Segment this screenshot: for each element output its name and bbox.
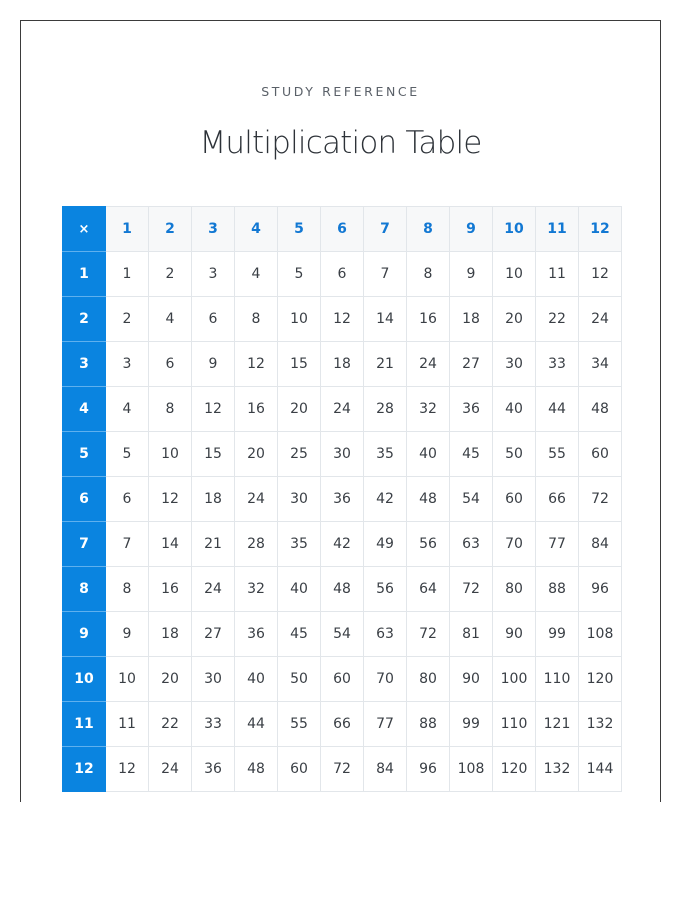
- product-cell: 100: [493, 657, 536, 702]
- product-cell: 55: [278, 702, 321, 747]
- product-cell: 11: [536, 252, 579, 297]
- product-cell: 12: [235, 342, 278, 387]
- product-cell: 4: [235, 252, 278, 297]
- product-cell: 56: [407, 522, 450, 567]
- product-cell: 6: [106, 477, 149, 522]
- product-cell: 24: [192, 567, 235, 612]
- table-row: [63, 702, 622, 747]
- product-cell: 2: [149, 252, 192, 297]
- product-cell: 60: [321, 657, 364, 702]
- row-header: 12: [63, 747, 106, 792]
- product-cell: 48: [579, 387, 622, 432]
- product-cell: 30: [321, 432, 364, 477]
- product-cell: 33: [536, 342, 579, 387]
- product-cell: 45: [450, 432, 493, 477]
- product-cell: 28: [235, 522, 278, 567]
- product-cell: 80: [493, 567, 536, 612]
- product-cell: 45: [278, 612, 321, 657]
- table-row: [63, 297, 622, 342]
- product-cell: 8: [407, 252, 450, 297]
- product-cell: 40: [235, 657, 278, 702]
- product-cell: 72: [450, 567, 493, 612]
- product-cell: 6: [321, 252, 364, 297]
- product-cell: 20: [278, 387, 321, 432]
- product-cell: 12: [192, 387, 235, 432]
- product-cell: 66: [536, 477, 579, 522]
- product-cell: 36: [321, 477, 364, 522]
- product-cell: 60: [579, 432, 622, 477]
- product-cell: 24: [579, 297, 622, 342]
- product-cell: 8: [106, 567, 149, 612]
- table-row: [63, 657, 622, 702]
- product-cell: 33: [192, 702, 235, 747]
- product-cell: 48: [235, 747, 278, 792]
- product-cell: 63: [364, 612, 407, 657]
- product-cell: 36: [235, 612, 278, 657]
- product-cell: 20: [493, 297, 536, 342]
- product-cell: 30: [493, 342, 536, 387]
- product-cell: 72: [321, 747, 364, 792]
- row-header: 10: [63, 657, 106, 702]
- product-cell: 32: [407, 387, 450, 432]
- product-cell: 8: [149, 387, 192, 432]
- product-cell: 120: [493, 747, 536, 792]
- product-cell: 54: [321, 612, 364, 657]
- product-cell: 80: [407, 657, 450, 702]
- product-cell: 55: [536, 432, 579, 477]
- product-cell: 99: [450, 702, 493, 747]
- product-cell: 36: [192, 747, 235, 792]
- product-cell: 11: [106, 702, 149, 747]
- product-cell: 10: [493, 252, 536, 297]
- product-cell: 10: [106, 657, 149, 702]
- column-header: 4: [235, 207, 278, 252]
- column-header: 2: [149, 207, 192, 252]
- product-cell: 10: [278, 297, 321, 342]
- product-cell: 12: [321, 297, 364, 342]
- product-cell: 5: [278, 252, 321, 297]
- product-cell: 20: [235, 432, 278, 477]
- product-cell: 132: [579, 702, 622, 747]
- column-header: 9: [450, 207, 493, 252]
- product-cell: 34: [579, 342, 622, 387]
- product-cell: 27: [450, 342, 493, 387]
- product-cell: 48: [407, 477, 450, 522]
- product-cell: 42: [364, 477, 407, 522]
- product-cell: 14: [149, 522, 192, 567]
- product-cell: 3: [106, 342, 149, 387]
- product-cell: 18: [321, 342, 364, 387]
- table-row: [63, 747, 622, 792]
- product-cell: 24: [149, 747, 192, 792]
- eyebrow-label: STUDY REFERENCE: [261, 84, 420, 99]
- product-cell: 10: [149, 432, 192, 477]
- product-cell: 18: [149, 612, 192, 657]
- product-cell: 2: [106, 297, 149, 342]
- product-cell: 12: [149, 477, 192, 522]
- product-cell: 9: [106, 612, 149, 657]
- table-row: [63, 342, 622, 387]
- column-header: 6: [321, 207, 364, 252]
- product-cell: 30: [192, 657, 235, 702]
- table-header-row: [63, 207, 622, 252]
- product-cell: 40: [278, 567, 321, 612]
- product-cell: 16: [235, 387, 278, 432]
- reference-card: [20, 20, 661, 802]
- row-header: 5: [63, 432, 106, 477]
- product-cell: 108: [579, 612, 622, 657]
- product-cell: 120: [579, 657, 622, 702]
- product-cell: 18: [450, 297, 493, 342]
- product-cell: 21: [364, 342, 407, 387]
- product-cell: 4: [106, 387, 149, 432]
- product-cell: 108: [450, 747, 493, 792]
- row-header: 4: [63, 387, 106, 432]
- product-cell: 22: [536, 297, 579, 342]
- product-cell: 99: [536, 612, 579, 657]
- product-cell: 16: [407, 297, 450, 342]
- product-cell: 50: [278, 657, 321, 702]
- row-header: 11: [63, 702, 106, 747]
- table-row: [63, 612, 622, 657]
- product-cell: 32: [235, 567, 278, 612]
- product-cell: 81: [450, 612, 493, 657]
- corner-cell: ×: [63, 207, 106, 252]
- product-cell: 12: [579, 252, 622, 297]
- multiplication-table: [62, 206, 622, 792]
- product-cell: 63: [450, 522, 493, 567]
- product-cell: 49: [364, 522, 407, 567]
- product-cell: 6: [192, 297, 235, 342]
- product-cell: 121: [536, 702, 579, 747]
- product-cell: 60: [278, 747, 321, 792]
- product-cell: 66: [321, 702, 364, 747]
- table-row: [63, 477, 622, 522]
- column-header: 10: [493, 207, 536, 252]
- product-cell: 4: [149, 297, 192, 342]
- product-cell: 40: [493, 387, 536, 432]
- product-cell: 24: [321, 387, 364, 432]
- product-cell: 1: [106, 252, 149, 297]
- product-cell: 20: [149, 657, 192, 702]
- column-header: 12: [579, 207, 622, 252]
- product-cell: 42: [321, 522, 364, 567]
- row-header: 1: [63, 252, 106, 297]
- column-header: 11: [536, 207, 579, 252]
- table-row: [63, 432, 622, 477]
- product-cell: 90: [450, 657, 493, 702]
- product-cell: 40: [407, 432, 450, 477]
- product-cell: 48: [321, 567, 364, 612]
- product-cell: 15: [192, 432, 235, 477]
- product-cell: 15: [278, 342, 321, 387]
- product-cell: 77: [364, 702, 407, 747]
- product-cell: 16: [149, 567, 192, 612]
- product-cell: 110: [493, 702, 536, 747]
- product-cell: 54: [450, 477, 493, 522]
- product-cell: 110: [536, 657, 579, 702]
- product-cell: 8: [235, 297, 278, 342]
- product-cell: 44: [235, 702, 278, 747]
- row-header: 7: [63, 522, 106, 567]
- row-header: 9: [63, 612, 106, 657]
- row-header: 6: [63, 477, 106, 522]
- product-cell: 5: [106, 432, 149, 477]
- product-cell: 7: [364, 252, 407, 297]
- product-cell: 25: [278, 432, 321, 477]
- product-cell: 21: [192, 522, 235, 567]
- product-cell: 36: [450, 387, 493, 432]
- product-cell: 144: [579, 747, 622, 792]
- product-cell: 14: [364, 297, 407, 342]
- product-cell: 72: [407, 612, 450, 657]
- product-cell: 28: [364, 387, 407, 432]
- product-cell: 84: [579, 522, 622, 567]
- product-cell: 12: [106, 747, 149, 792]
- table-row: [63, 387, 622, 432]
- product-cell: 24: [235, 477, 278, 522]
- column-header: 3: [192, 207, 235, 252]
- product-cell: 7: [106, 522, 149, 567]
- product-cell: 44: [536, 387, 579, 432]
- product-cell: 6: [149, 342, 192, 387]
- product-cell: 3: [192, 252, 235, 297]
- product-cell: 9: [450, 252, 493, 297]
- product-cell: 24: [407, 342, 450, 387]
- product-cell: 88: [407, 702, 450, 747]
- column-header: 5: [278, 207, 321, 252]
- product-cell: 96: [579, 567, 622, 612]
- table-row: [63, 522, 622, 567]
- row-header: 2: [63, 297, 106, 342]
- product-cell: 22: [149, 702, 192, 747]
- product-cell: 35: [364, 432, 407, 477]
- product-cell: 84: [364, 747, 407, 792]
- product-cell: 70: [493, 522, 536, 567]
- column-header: 1: [106, 207, 149, 252]
- product-cell: 132: [536, 747, 579, 792]
- product-cell: 18: [192, 477, 235, 522]
- table-row: [63, 252, 622, 297]
- product-cell: 70: [364, 657, 407, 702]
- product-cell: 77: [536, 522, 579, 567]
- product-cell: 27: [192, 612, 235, 657]
- product-cell: 56: [364, 567, 407, 612]
- page-title: Multiplication Table: [199, 125, 482, 161]
- product-cell: 90: [493, 612, 536, 657]
- product-cell: 96: [407, 747, 450, 792]
- product-cell: 35: [278, 522, 321, 567]
- row-header: 3: [63, 342, 106, 387]
- column-header: 7: [364, 207, 407, 252]
- product-cell: 64: [407, 567, 450, 612]
- product-cell: 30: [278, 477, 321, 522]
- product-cell: 60: [493, 477, 536, 522]
- product-cell: 88: [536, 567, 579, 612]
- product-cell: 72: [579, 477, 622, 522]
- column-header: 8: [407, 207, 450, 252]
- product-cell: 50: [493, 432, 536, 477]
- row-header: 8: [63, 567, 106, 612]
- table-row: [63, 567, 622, 612]
- product-cell: 9: [192, 342, 235, 387]
